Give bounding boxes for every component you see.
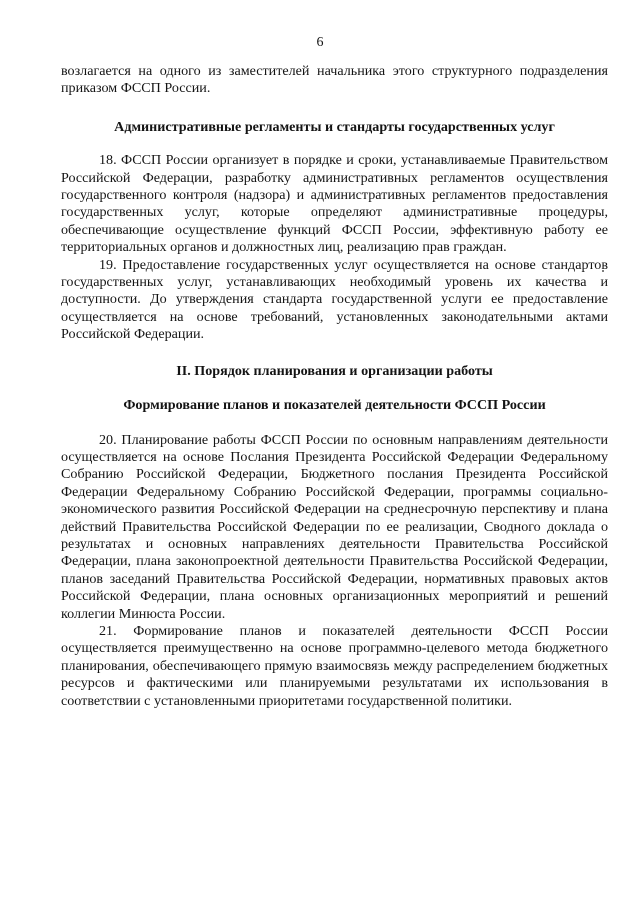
- paragraph-18: 18. ФССП России организует в порядке и сроки, устанавливаемые Правительством Российской Федерации, разработку административных регламентов осуществления государственного контроля (надзора) и административных регламентов предоставления государственных услуг, которые определяют административные процедуры, обеспечивающие осуществление функций ФССП России, эффективную работу ее территориальных органов и должностных лиц, реализацию прав граждан.: [61, 152, 608, 256]
- paragraph-19: 19. Предоставление государственных услуг осуществляется на основе стандартов государственных услуг, устанавливающих необходимый уровень их качества и доступности. До утверждения стандарта государственной услуги ее предоставление осуществляется на основе требований, установленных законодательными актами Российской Федерации.: [61, 256, 608, 343]
- heading-section-2: II. Порядок планирования и организации работы: [176, 362, 493, 379]
- document-body: [61, 63, 608, 710]
- paragraph-21: 21. Формирование планов и показателей деятельности ФССП России осуществляется преимущественно на основе программно-целевого метода бюджетного планирования, обеспечивающего прямую взаимосвязь между распределением бюджетных ресурсов и фактическими или планируемыми результатами их использования в соответствии с установленными приоритетами государственной политики.: [61, 622, 608, 709]
- heading-regulations: Административные регламенты и стандарты государственных услуг: [114, 118, 555, 135]
- intro-paragraph: возлагается на одного из заместителей начальника этого структурного подразделения приказом ФССП России.: [61, 63, 608, 97]
- paragraph-20: 20. Планирование работы ФССП России по основным направлениям деятельности осуществляется на основе Послания Президента Российской Федерации Федеральному Собранию Российской Федерации, Бюджетного послания Президента Российской Федерации Федеральному Собранию Российской Федерации, программы социально-экономического развития Российской Федерации на среднесрочную перспективу и плана действий Правительства Российской Федерации по ее реализации, Сводного доклада о результатах и основных направлениях деятельности Правительства Российской Федерации, плана законопроектной деятельности Правительства Российской Федерации, планов заседаний Правительства Российской Федерации, нормативных правовых актов Российской Федерации, плана основных организационных мероприятий и решений коллегии Минюста России.: [61, 431, 608, 622]
- heading-planning: Формирование планов и показателей деятельности ФССП России: [123, 397, 546, 414]
- page-number: 6: [316, 35, 324, 50]
